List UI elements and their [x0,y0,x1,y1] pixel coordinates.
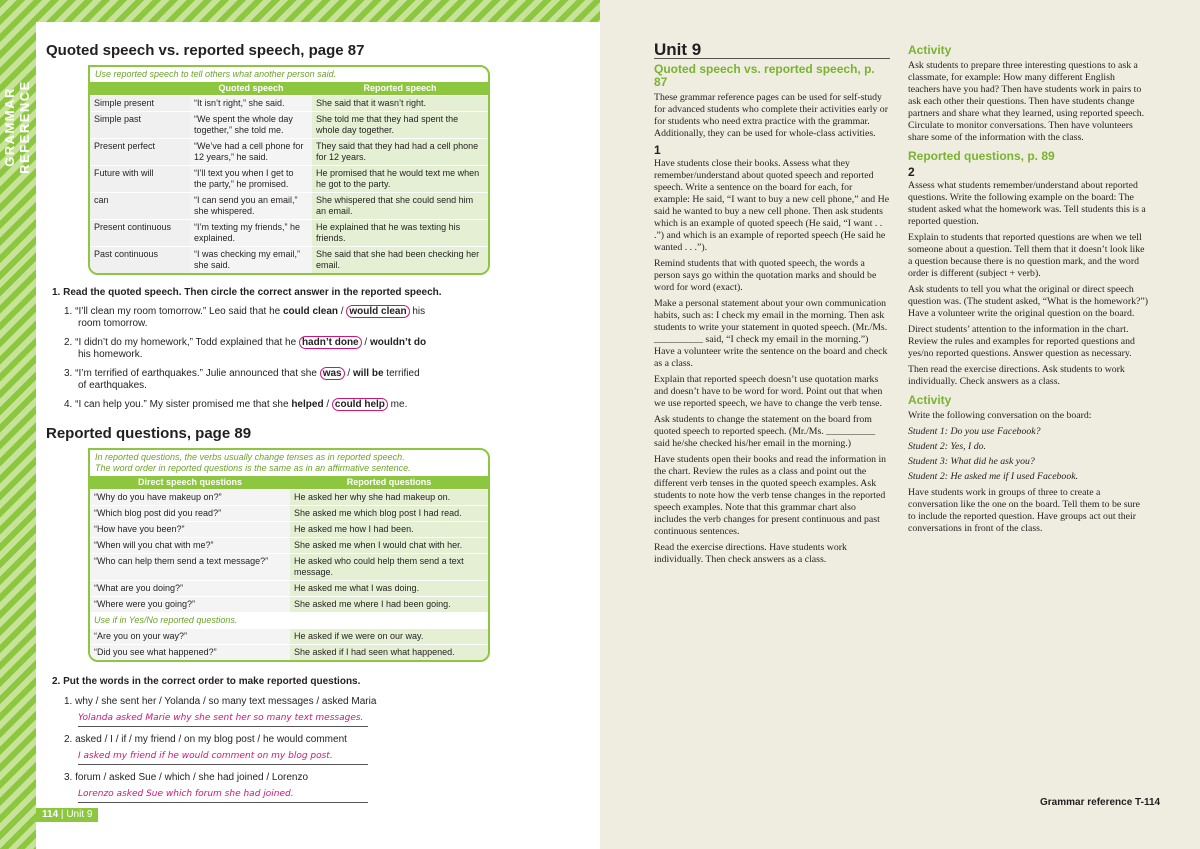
item-words: why / she sent her / Yolanda / so many text messages / asked Maria [75,695,377,707]
exercise-item [52,306,462,331]
table-subnote-row [90,613,488,629]
option-1: could clean [283,305,339,317]
quoted-cell: “I’ll text you when I get to the party,” he promised. [190,166,312,193]
table-header: Reported questions [290,476,488,490]
item-number: 2. [64,336,76,348]
exercise-item [52,772,462,785]
paragraph: Make a personal statement about your own communication habits, such as: I check my email in the morning. Then ask students to write your statement in quoted speech. (Mr./Ms. __________ said, “I check my email in the morning.”) Have a volunteer write the sentence on the board and check as a class. [654,298,888,369]
paragraph: Direct students’ attention to the information in the chart. Review the rules and examples for reported questions and yes/no reported questions. Answer question as necessary. [908,324,1135,359]
item-words: forum / asked Sue / which / she had joined / Lorenzo [75,771,309,783]
item-text: “I’m terrified of earthquakes.” Julie announced that she [75,367,320,379]
table-row [90,554,488,581]
table-row [90,490,488,506]
reported-cell: He promised that he would text me when he got to the party. [312,166,488,193]
reported-cell: He explained that he was texting his friends. [312,220,488,247]
item-text: “I’ll clean my room tomorrow.” Leo said that he [75,305,283,317]
tense-cell: Simple past [90,112,190,139]
option-1: was [320,367,345,380]
direct-question-cell: “Why do you have makeup on?” [90,490,290,506]
paragraph: Ask students to prepare three interesting questions to ask a classmate, for example: How many different English teachers have you had? Then have students work in pairs to ask each other their questions. Then have students change partners and share what they learned, using reported speech. Circulate to monitor conversations. Then have volunteers share some of the information with the class. [908,60,1145,143]
paragraph: Explain that reported speech doesn’t use quotation marks and doesn’t have to be word for word. Point out that when we use reported speech, we have to change the verb tense. [654,374,883,409]
reported-cell: She told me that they had spent the whole day together. [312,112,488,139]
item-text: terrified [383,367,420,379]
activity-heading: Activity [908,43,952,57]
item-text: “I can help you.” My sister promised me that she [75,398,292,410]
table-row [90,193,488,220]
reported-question-cell: He asked who could help them send a text message. [290,554,488,581]
option-2: could help [332,398,388,411]
paragraph: Ask students to tell you what the original or direct speech question was. (The student asked, “What is the homework?”) Have a volunteer write the original question on the board. [908,284,1148,319]
item-words: asked / I / if / my friend / on my blog post / he would comment [75,733,347,745]
paragraph: Write the following conversation on the board: [908,410,1092,421]
quoted-cell: “I was checking my email,” she said. [190,247,312,274]
unit-title: Unit 9 [654,44,890,59]
paragraph: Have students open their books and read the information in the chart. Review the rules as a class and point out the different verb tenses in the quoted speech examples. Ask students to note how the verb tense changes in the reported speech examples. Note that this grammar chart also includes the verb changes for present continuous and past continuous sentences. [654,454,887,537]
tense-cell: Past continuous [90,247,190,274]
table-row [90,645,488,661]
reported-cell: She said that she had been checking her email. [312,247,488,274]
reported-questions-table [90,476,488,660]
table-row [90,247,488,274]
table-row [90,522,488,538]
exercise-2-instructions: 2. Put the words in the correct order to make reported questions. [52,676,361,687]
quoted-cell: “It isn’t right,” she said. [190,96,312,112]
table-row [90,538,488,554]
item-number: 4. [64,398,76,410]
activity-heading: Activity [908,393,952,407]
table-row [90,581,488,597]
item-text: his [409,305,426,317]
item-number: 3. [64,771,76,783]
conversation-line: Student 1: Do you use Facebook? [908,426,1041,437]
section-title-quoted-speech: Quoted speech vs. reported speech, page 87 [46,42,365,59]
table-row [90,166,488,193]
option-separator: / [344,367,353,379]
column-2-heading: Reported questions, p. 89 [908,149,1055,163]
direct-question-cell: “Which blog post did you read?” [90,506,290,522]
reported-question-cell: He asked me what I was doing. [290,581,488,597]
option-2: wouldn’t do [369,336,427,348]
conversation-line: Student 2: Yes, I do. [908,441,987,452]
reported-question-cell: She asked if I had seen what happened. [290,645,488,661]
table-note-2: The word order in reported questions is the same as in an affirmative sentence. [95,463,411,473]
option-2: would clean [346,305,409,318]
reported-cell: They said that they had had a cell phone for 12 years. [312,139,488,166]
direct-question-cell: “Who can help them send a text message?” [90,554,290,581]
exercise-item [52,368,462,393]
quoted-cell: “I’m texting my friends,” he explained. [190,220,312,247]
quoted-cell: “We spent the whole day together,” she told me. [190,112,312,139]
table-note-1: In reported questions, the verbs usually change tenses as in reported speech. [95,452,405,462]
paragraph: Have students work in groups of three to create a conversation like the one on the board. Tell them to be sure to include the reported question. Have groups act out their conversations in front of the class. [908,487,1141,534]
table-row [90,112,488,139]
option-separator: / [338,305,347,317]
page-footer: 114 | Unit 9 [36,808,98,822]
table-header: Quoted speech [190,82,312,96]
tense-cell: Present continuous [90,220,190,247]
table-subnote: Use if in Yes/No reported questions. [90,613,488,629]
paragraph: Assess what students remember/understand about reported questions. Write the following example on the board: The student asked what the homework was. Tell students this is a reported question. [908,180,1146,227]
direct-question-cell: “How have you been?” [90,522,290,538]
option-2: will be [352,367,384,379]
paragraph: Read the exercise directions. Have students work individually. Then check answers as a class. [654,542,847,565]
item-text-continued: of earthquakes. [78,380,147,391]
tense-cell: Future with will [90,166,190,193]
handwritten-answer: I asked my friend if he would comment on my blog post. [78,750,368,765]
item-text-continued: his homework. [78,349,143,360]
option-1: helped [291,398,324,410]
exercise-item [52,734,462,747]
direct-question-cell: “Where were you going?” [90,597,290,613]
table-row [90,96,488,112]
reported-question-cell: He asked me how I had been. [290,522,488,538]
section-title-reported-questions: Reported questions, page 89 [46,425,252,442]
paragraph: Have students close their books. Assess what they remember/understand about quoted speech and reported speech. Write a sentence on the board for each, for example: He said, “I want to buy a new cell phone,” and He said he wanted to buy a new cell phone. Then ask students which is an example of quoted speech (He said, “I want . . .”) and which is an example of reported speech (He said he wanted . . .”). [654,158,890,253]
handwritten-answer: Lorenzo asked Sue which forum she had joined. [78,788,368,803]
conversation-line: Student 2: He asked me if I used Facebook. [908,471,1079,482]
paragraph: Remind students that with quoted speech, the words a person says go within the quotation marks and should be word for word (exact). [654,258,877,293]
item-number: 1. [64,305,76,317]
step-number: 2 [908,165,915,179]
reported-question-cell: She asked me when I would chat with her. [290,538,488,554]
item-text: “I didn’t do my homework,” Todd explained that he [75,336,299,348]
quoted-cell: “We’ve had a cell phone for 12 years,” he said. [190,139,312,166]
decorative-stripe-top [0,0,600,22]
table-row [90,629,488,645]
side-label: GRAMMAR REFERENCE [2,80,32,174]
table-note: Use reported speech to tell others what another person said. [95,69,337,79]
table-row [90,506,488,522]
teacher-page-footer: Grammar reference T-114 [1040,797,1161,808]
page-number: 114 [42,809,59,820]
quoted-cell: “I can send you an email,” she whispered. [190,193,312,220]
tense-cell: Simple present [90,96,190,112]
option-1: hadn’t done [299,336,362,349]
exercise-1-instructions: 1. Read the quoted speech. Then circle the correct answer in the reported speech. [52,287,442,298]
exercise-1 [52,287,462,411]
reported-cell: She said that it wasn’t right. [312,96,488,112]
reported-question-cell: He asked her why she had makeup on. [290,490,488,506]
direct-question-cell: “Are you on your way?” [90,629,290,645]
paragraph: Then read the exercise directions. Ask students to work individually. Check answers as a class. [908,364,1125,387]
item-number: 1. [64,695,76,707]
teacher-column-1 [654,40,890,570]
unit-label: Unit 9 [66,809,93,820]
quoted-speech-table [90,82,488,273]
conversation-line: Student 3: What did he ask you? [908,456,1035,467]
direct-question-cell: “When will you chat with me?” [90,538,290,554]
item-number: 3. [64,367,76,379]
step-number: 1 [654,143,661,157]
tense-cell: can [90,193,190,220]
table-header: Direct speech questions [90,476,290,490]
reported-question-cell: She asked me where I had been going. [290,597,488,613]
tense-cell: Present perfect [90,139,190,166]
table-header: Reported speech [312,82,488,96]
reported-questions-table-box [88,448,490,662]
exercise-item [52,399,462,412]
table-row [90,139,488,166]
table-header [90,82,190,96]
teacher-column-2 [908,44,1148,539]
reported-question-cell: He asked if we were on our way. [290,629,488,645]
reported-cell: She whispered that she could send him an email. [312,193,488,220]
quoted-speech-table-box [88,65,490,275]
direct-question-cell: “What are you doing?” [90,581,290,597]
paragraph: Explain to students that reported questions are when we tell someone about a question. Tell them that it doesn’t look like a question because there is no question mark, and the word order is different (subject + verb). [908,232,1145,279]
option-separator: / [323,398,332,410]
intro-paragraph: These grammar reference pages can be used for self-study for advanced students who complete their activities early or for students who need extra practice with the grammar. Additionally, they can be used for whole-class activities. [654,92,888,139]
exercise-2 [52,676,462,803]
item-text-continued: room tomorrow. [78,318,148,329]
exercise-item [52,696,462,709]
conversation [908,426,1148,483]
table-row [90,220,488,247]
item-text: me. [387,398,408,410]
direct-question-cell: “Did you see what happened?” [90,645,290,661]
table-row [90,597,488,613]
option-separator: / [361,336,370,348]
reported-question-cell: She asked me which blog post I had read. [290,506,488,522]
paragraph: Ask students to change the statement on the board from quoted speech to reported speech. (Mr./Ms. __________ said he/she checked his/her email in the morning.) [654,414,876,449]
item-number: 2. [64,733,76,745]
handwritten-answer: Yolanda asked Marie why she sent her so many text messages. [78,712,368,727]
exercise-item [52,337,462,362]
column-1-heading: Quoted speech vs. reported speech, p. 87 [654,62,875,89]
